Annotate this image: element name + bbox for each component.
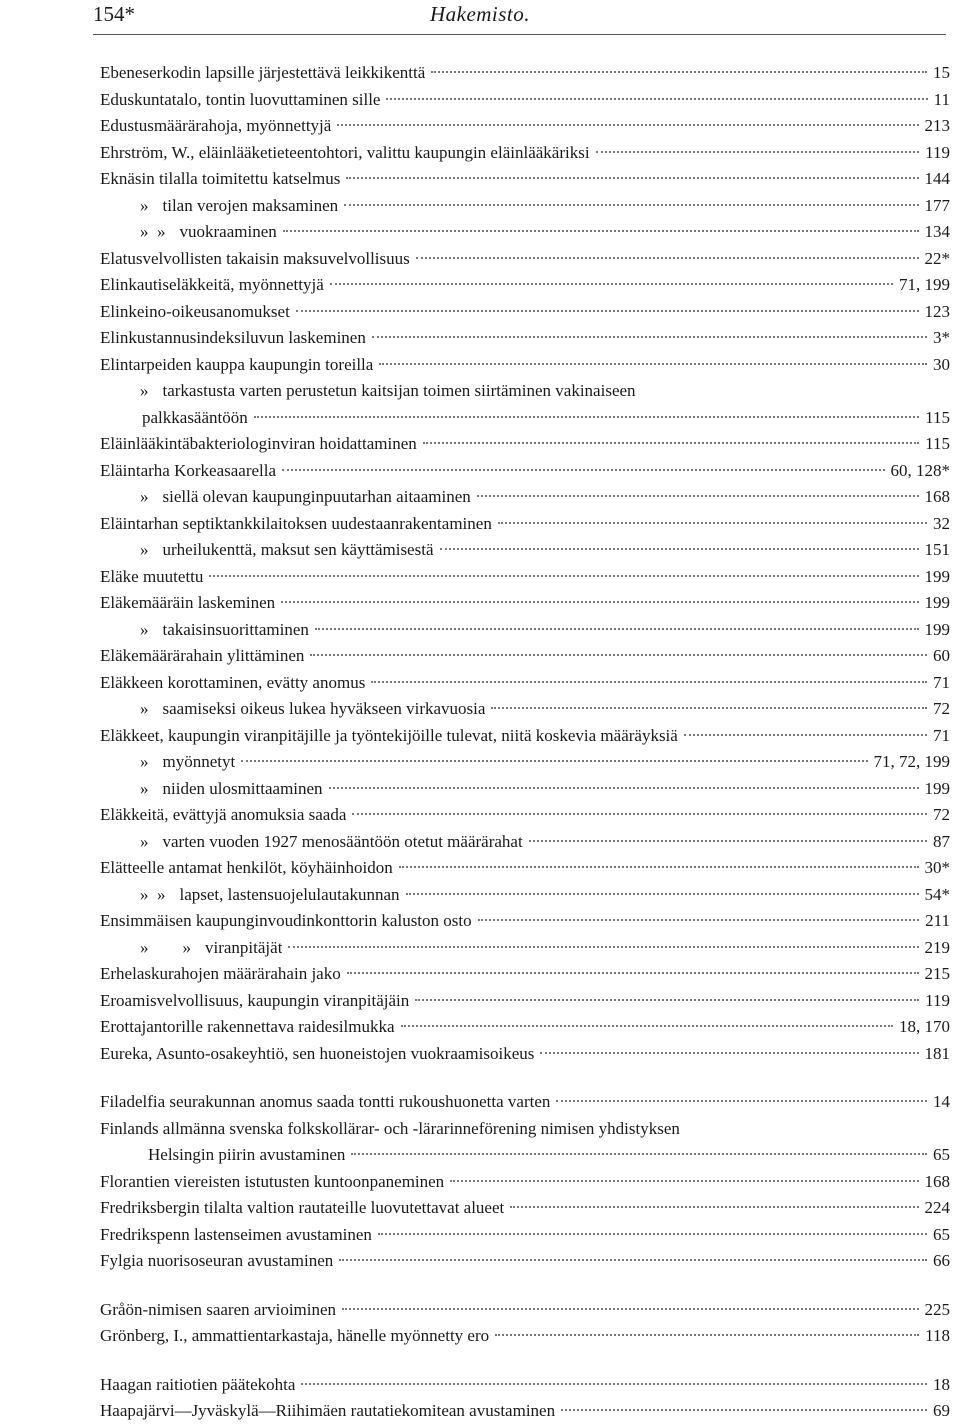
index-entry xyxy=(0,113,960,140)
dot-leader xyxy=(310,654,927,656)
header-rule xyxy=(93,34,946,35)
index-entry xyxy=(0,961,960,988)
index-entry xyxy=(0,723,960,750)
ditto-mark: » xyxy=(140,619,149,639)
entry-text xyxy=(100,1372,295,1399)
entry-label: lapset, lastensuojelulautakunnan xyxy=(179,884,400,904)
dot-leader xyxy=(344,204,918,206)
entry-label: siellä olevan kaupunginpuutarhan aitaaminen xyxy=(162,487,471,506)
entry-text xyxy=(100,431,417,458)
entry-label: tilan verojen maksaminen xyxy=(162,195,339,215)
entry-text xyxy=(100,60,425,87)
dot-leader xyxy=(330,283,893,285)
entry-text xyxy=(140,617,309,644)
entry-pages: 199 xyxy=(924,593,950,612)
entry-text xyxy=(100,113,331,140)
dot-leader xyxy=(450,1180,918,1182)
entry-text xyxy=(140,484,471,511)
entry-text xyxy=(100,855,393,882)
index-entry xyxy=(0,1323,960,1350)
entry-label: Elätteelle antamat henkilöt, köyhäinhoidon xyxy=(100,858,393,877)
entry-label: Eläkemääräin laskeminen xyxy=(100,593,276,612)
index-entry xyxy=(0,1222,960,1249)
entry-label: Ehrström, W., eläinlääketieteentohtori, valittu kaupungin eläinlääkäriksi xyxy=(100,142,590,162)
index-entry xyxy=(0,564,960,591)
index-entry xyxy=(0,1041,960,1068)
dot-leader xyxy=(416,257,919,259)
entry-text xyxy=(100,908,472,935)
entry-pages: 66 xyxy=(933,1251,950,1270)
index-entry xyxy=(0,1169,960,1196)
entry-label: Eläkkeet, kaupungin viranpitäjille ja työntekijöille tulevat, niitä koskevia määräyksiä xyxy=(100,725,678,745)
dot-leader xyxy=(401,1025,893,1027)
entry-text xyxy=(100,87,380,114)
entry-text xyxy=(100,723,678,750)
ditto-mark: » xyxy=(140,778,149,798)
entry-text xyxy=(100,246,410,273)
index-entry xyxy=(0,246,960,273)
dot-leader xyxy=(684,734,927,736)
entry-text xyxy=(100,961,341,988)
index-entry xyxy=(0,378,960,405)
entry-label: vuokraaminen xyxy=(179,222,277,241)
entry-pages: 225 xyxy=(924,1299,950,1319)
entry-pages: 199 xyxy=(924,778,950,798)
dot-leader xyxy=(241,760,867,762)
entry-label: varten vuoden 1927 menosääntöön otetut määrärahat xyxy=(162,831,523,851)
entry-label: Eläke muutettu xyxy=(100,566,204,586)
entry-text xyxy=(140,776,323,803)
entry-pages: 119 xyxy=(925,990,950,1010)
index-entry xyxy=(0,617,960,644)
dot-leader xyxy=(372,336,927,338)
entry-label: Fredriksbergin tilalta valtion rautateille luovutettavat alueet xyxy=(100,1198,505,1217)
entry-pages: 60, 128* xyxy=(890,460,950,480)
entry-label: Fylgia nuorisoseuran avustaminen xyxy=(100,1251,334,1270)
section-spacer xyxy=(0,1275,960,1297)
entry-pages: 11 xyxy=(933,89,950,109)
entry-text xyxy=(100,1089,550,1116)
entry-label: niiden ulosmittaaminen xyxy=(162,778,323,798)
entry-label: Finlands allmänna svenska folkskollärar- och -lärarinneförening nimisen yhdistyksen xyxy=(100,1118,680,1138)
entry-label: Erhelaskurahojen määrärahain jako xyxy=(100,964,341,983)
entry-label: Eläintarhan septiktankkilaitoksen uudestaanrakentaminen xyxy=(100,513,492,533)
dot-leader xyxy=(431,71,927,73)
dot-leader xyxy=(346,177,918,179)
dot-leader xyxy=(296,310,919,312)
entry-pages: 177 xyxy=(924,195,950,215)
index-entry xyxy=(0,590,960,617)
entry-pages: 144 xyxy=(924,169,950,188)
dot-leader xyxy=(477,495,919,497)
entry-text xyxy=(140,829,523,856)
entry-text xyxy=(100,802,346,829)
entry-text xyxy=(100,1014,395,1041)
entry-pages: 69 xyxy=(933,1401,950,1420)
entry-label: Grönberg, I., ammattientarkastaja, hänelle myönnetty ero xyxy=(100,1326,490,1345)
dot-leader xyxy=(347,972,919,974)
section-spacer xyxy=(0,1067,960,1089)
index-entry xyxy=(0,272,960,299)
entry-text xyxy=(140,193,338,220)
entry-text xyxy=(100,140,590,167)
index-entry xyxy=(0,87,960,114)
entry-label: Elinkeino-oikeusanomukset xyxy=(100,301,290,321)
index-entry xyxy=(0,1195,960,1222)
index-entry xyxy=(0,670,960,697)
entry-label: Eläinlääkintäbakteriologinviran hoidattaminen xyxy=(100,434,417,453)
index-entry xyxy=(0,325,960,352)
entry-text xyxy=(100,511,492,538)
dot-leader xyxy=(301,1383,927,1385)
dot-leader xyxy=(254,416,919,418)
entry-text xyxy=(100,590,275,617)
entry-pages: 168 xyxy=(924,487,950,506)
entry-pages: 72 xyxy=(933,699,950,718)
entry-label: Elatusvelvollisten takaisin maksuvelvollisuus xyxy=(100,248,410,268)
entry-pages: 87 xyxy=(933,831,950,851)
index-entry xyxy=(0,1089,960,1116)
entry-pages: 22* xyxy=(924,248,950,268)
entry-text xyxy=(100,564,203,591)
index-entry xyxy=(0,829,960,856)
index-entry xyxy=(0,1248,960,1275)
entry-pages: 71, 199 xyxy=(899,275,950,294)
entry-pages: 213 xyxy=(924,116,950,135)
entry-pages: 118 xyxy=(925,1326,950,1345)
entry-label: urheilukenttä, maksut sen käyttämisestä xyxy=(162,540,434,559)
entry-pages: 211 xyxy=(925,911,950,930)
entry-pages: 3* xyxy=(933,328,950,347)
entry-label: Fredrikspenn lastenseimen avustaminen xyxy=(100,1224,372,1244)
entry-label: palkkasääntöön xyxy=(142,407,248,427)
page-header xyxy=(0,0,960,36)
entry-label: Eknäsin tilalla toimitettu katselmus xyxy=(100,169,341,188)
index-entry xyxy=(0,405,960,432)
ditto-mark: » » xyxy=(140,884,166,904)
entry-label: Florantien viereisten istutusten kuntoonpaneminen xyxy=(100,1171,445,1191)
ditto-mark: » xyxy=(140,540,149,559)
index-entry xyxy=(0,1398,960,1425)
dot-leader xyxy=(423,442,919,444)
ditto-mark: » xyxy=(140,752,149,771)
entry-text xyxy=(142,405,248,432)
entry-text xyxy=(100,1248,333,1275)
index-entry xyxy=(0,1116,960,1143)
dot-leader xyxy=(339,1259,927,1261)
dot-leader xyxy=(288,946,918,948)
entry-text xyxy=(140,537,434,564)
dot-leader xyxy=(498,522,927,524)
entry-text xyxy=(140,935,282,962)
entry-text xyxy=(140,219,277,246)
index-entry xyxy=(0,458,960,485)
dot-leader xyxy=(342,1308,918,1310)
dot-leader xyxy=(337,124,918,126)
entry-text xyxy=(100,352,373,379)
ditto-mark: » » xyxy=(140,937,191,957)
entry-pages: 123 xyxy=(924,301,950,321)
entry-text xyxy=(100,1041,534,1068)
dot-leader xyxy=(315,628,919,630)
dot-leader xyxy=(406,893,919,895)
page-number: 154* xyxy=(93,2,135,26)
index-entry xyxy=(0,1142,960,1169)
dot-leader xyxy=(440,548,919,550)
index-entry xyxy=(0,776,960,803)
dot-leader xyxy=(529,840,927,842)
index-entry xyxy=(0,802,960,829)
ditto-mark: » xyxy=(140,195,149,215)
entry-text xyxy=(100,1398,555,1425)
ditto-mark: » » xyxy=(140,222,166,241)
ditto-mark: » xyxy=(140,487,149,506)
index-entry xyxy=(0,935,960,962)
entry-label: tarkastusta varten perustetun kaitsijan toimen siirtäminen vakinaiseen xyxy=(162,381,636,400)
dot-leader xyxy=(556,1100,927,1102)
entry-text xyxy=(100,1169,444,1196)
entry-text xyxy=(140,378,636,405)
entry-label: Eläkkeen korottaminen, evätty anomus xyxy=(100,672,366,692)
entry-label: Elinkustannusindeksiluvun laskeminen xyxy=(100,328,366,347)
dot-leader xyxy=(510,1206,918,1208)
ditto-mark: » xyxy=(140,831,149,851)
entry-pages: 134 xyxy=(924,222,950,241)
entry-text xyxy=(100,1116,680,1143)
entry-pages: 181 xyxy=(924,1043,950,1063)
index-entry xyxy=(0,60,960,87)
entry-label: Eroamisvelvollisuus, kaupungin viranpitäjäin xyxy=(100,990,410,1010)
entry-pages: 199 xyxy=(924,566,950,586)
entry-label: viranpitäjät xyxy=(205,937,283,957)
entry-pages: 30 xyxy=(933,354,950,374)
index-entry xyxy=(0,1014,960,1041)
entry-pages: 18 xyxy=(933,1374,950,1394)
entry-pages: 18, 170 xyxy=(899,1017,950,1036)
index-list xyxy=(0,60,960,1425)
dot-leader xyxy=(399,866,919,868)
entry-label: Elinkautiseläkkeitä, myönnettyjä xyxy=(100,275,324,294)
entry-pages: 30* xyxy=(924,858,950,877)
dot-leader xyxy=(415,999,919,1001)
entry-text xyxy=(100,670,365,697)
entry-label: Edustusmäärärahoja, myönnettyjä xyxy=(100,116,332,135)
dot-leader xyxy=(478,919,920,921)
index-entry xyxy=(0,140,960,167)
entry-pages: 215 xyxy=(924,964,950,983)
entry-pages: 219 xyxy=(924,937,950,957)
entry-pages: 72 xyxy=(933,805,950,824)
dot-leader xyxy=(209,575,918,577)
entry-pages: 151 xyxy=(924,540,950,559)
index-entry xyxy=(0,511,960,538)
entry-text xyxy=(100,166,340,193)
index-entry xyxy=(0,749,960,776)
entry-pages: 60 xyxy=(933,646,950,665)
entry-label: Elintarpeiden kauppa kaupungin toreilla xyxy=(100,354,374,374)
entry-label: Haapajärvi—Jyväskylä—Riihimäen rautatiekomitean avustaminen xyxy=(100,1401,556,1420)
entry-pages: 115 xyxy=(925,434,950,453)
index-entry xyxy=(0,988,960,1015)
entry-text xyxy=(100,299,290,326)
dot-leader xyxy=(281,601,918,603)
entry-text xyxy=(100,325,366,352)
index-entry xyxy=(0,166,960,193)
entry-text xyxy=(100,1323,489,1350)
dot-leader xyxy=(351,1153,927,1155)
entry-label: Eureka, Asunto-osakeyhtiö, sen huoneistojen vuokraamisoikeus xyxy=(100,1043,535,1063)
dot-leader xyxy=(283,230,919,232)
index-entry xyxy=(0,299,960,326)
index-entry xyxy=(0,1297,960,1324)
entry-label: Eläintarha Korkeasaarella xyxy=(100,460,277,480)
entry-label: Filadelfia seurakunnan anomus saada tontti rukoushuonetta varten xyxy=(100,1092,551,1111)
index-entry xyxy=(0,882,960,909)
dot-leader xyxy=(540,1052,918,1054)
index-entry xyxy=(0,193,960,220)
entry-text xyxy=(100,1222,372,1249)
index-entry xyxy=(0,219,960,246)
index-entry xyxy=(0,1372,960,1399)
entry-pages: 15 xyxy=(933,63,950,82)
entry-label: Helsingin piirin avustaminen xyxy=(148,1145,346,1164)
page-title: Hakemisto. xyxy=(429,2,531,26)
entry-text xyxy=(140,696,485,723)
entry-pages: 199 xyxy=(924,619,950,639)
entry-text xyxy=(100,1297,336,1324)
entry-text xyxy=(100,643,304,670)
ditto-mark: » xyxy=(140,699,149,718)
dot-leader xyxy=(352,813,927,815)
dot-leader xyxy=(379,363,927,365)
index-entry xyxy=(0,908,960,935)
entry-label: Gråön-nimisen saaren arvioiminen xyxy=(100,1299,337,1319)
dot-leader xyxy=(371,681,927,683)
index-entry xyxy=(0,537,960,564)
entry-text xyxy=(140,882,400,909)
entry-pages: 119 xyxy=(925,142,950,162)
entry-text xyxy=(100,458,276,485)
dot-leader xyxy=(282,469,884,471)
dot-leader xyxy=(495,1334,919,1336)
entry-label: Eläkkeitä, evättyjä anomuksia saada xyxy=(100,805,347,824)
index-entry xyxy=(0,643,960,670)
index-entry xyxy=(0,352,960,379)
entry-label: saamiseksi oikeus lukea hyväkseen virkavuosia xyxy=(162,699,486,718)
entry-text xyxy=(100,272,324,299)
entry-label: takaisinsuorittaminen xyxy=(162,619,309,639)
dot-leader xyxy=(491,707,927,709)
dot-leader xyxy=(386,98,927,100)
index-entry xyxy=(0,855,960,882)
entry-pages: 71, 72, 199 xyxy=(873,752,950,771)
entry-label: myönnetyt xyxy=(162,752,236,771)
dot-leader xyxy=(561,1409,927,1411)
entry-pages: 224 xyxy=(924,1198,950,1217)
entry-pages: 168 xyxy=(924,1171,950,1191)
entry-label: Eduskuntatalo, tontin luovuttaminen sille xyxy=(100,89,381,109)
entry-pages: 14 xyxy=(933,1092,950,1111)
dot-leader xyxy=(596,151,920,153)
dot-leader xyxy=(329,787,919,789)
dot-leader xyxy=(378,1233,927,1235)
entry-label: Haagan raitiotien päätekohta xyxy=(100,1374,296,1394)
entry-text xyxy=(100,988,409,1015)
entry-label: Erottajantorille rakennettava raidesilmukka xyxy=(100,1017,395,1036)
entry-label: Ensimmäisen kaupunginvoudinkonttorin kaluston osto xyxy=(100,911,472,930)
entry-label: Eläkemäärärahain ylittäminen xyxy=(100,646,305,665)
ditto-mark: » xyxy=(140,381,149,400)
index-entry xyxy=(0,484,960,511)
section-spacer xyxy=(0,1350,960,1372)
entry-pages: 32 xyxy=(933,513,950,533)
index-entry xyxy=(0,696,960,723)
entry-pages: 54* xyxy=(924,884,950,904)
entry-text xyxy=(140,749,235,776)
entry-pages: 71 xyxy=(933,725,950,745)
entry-pages: 71 xyxy=(933,672,950,692)
entry-pages: 65 xyxy=(933,1224,950,1244)
entry-pages: 115 xyxy=(925,407,950,427)
entry-pages: 65 xyxy=(933,1145,950,1164)
entry-text xyxy=(100,1195,504,1222)
index-entry xyxy=(0,431,960,458)
entry-text xyxy=(148,1142,345,1169)
entry-label: Ebeneserkodin lapsille järjestettävä leikkikenttä xyxy=(100,63,426,82)
